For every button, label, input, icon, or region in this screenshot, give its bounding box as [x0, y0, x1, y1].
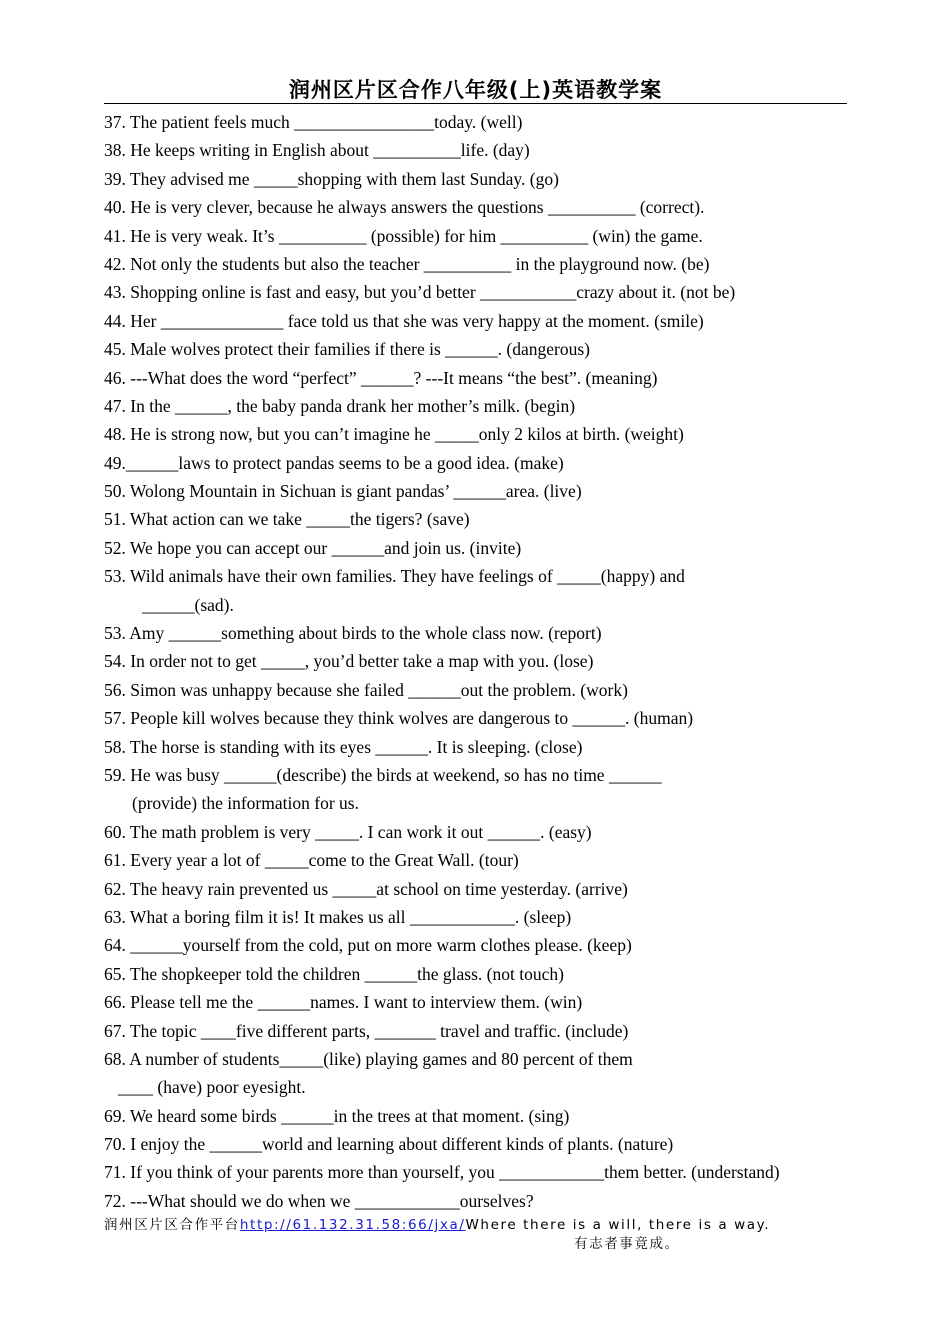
footer-platform-link[interactable]: http://61.132.31.58:66/jxa/	[239, 1217, 466, 1233]
exercise-line: 71. If you think of your parents more than yourself, you ____________them better. (understand)	[104, 1162, 780, 1183]
exercise-line: 56. Simon was unhappy because she failed ______out the problem. (work)	[104, 679, 628, 700]
exercise-line: 54. In order not to get _____, you’d better take a map with you. (lose)	[104, 651, 594, 672]
page-footer	[104, 1216, 864, 1254]
exercise-line: 40. He is very clever, because he always answers the questions __________ (correct).	[104, 197, 705, 218]
exercise-line: 60. The math problem is very _____. I can work it out ______. (easy)	[104, 821, 592, 842]
page-title: 润州区片区合作八年级(上)英语教学案	[288, 78, 663, 102]
exercise-line: 59. He was busy ______(describe) the birds at weekend, so has no time ______	[104, 764, 662, 785]
exercise-line: 61. Every year a lot of _____come to the Great Wall. (tour)	[104, 850, 519, 871]
footer-motto-english: Where there is a will, there is a way.	[465, 1217, 771, 1233]
footer-platform-name: 润州区片区合作平台	[104, 1217, 240, 1233]
exercise-line: 58. The horse is standing with its eyes ______. It is sleeping. (close)	[104, 736, 583, 757]
exercise-line: 72. ---What should we do when we ____________ourselves?	[104, 1190, 534, 1211]
exercise-line: 63. What a boring film it is! It makes us all ____________. (sleep)	[104, 906, 572, 927]
footer-motto-chinese: 有志者事竟成。	[574, 1236, 680, 1252]
exercise-line: 48. He is strong now, but you can’t imagine he _____only 2 kilos at birth. (weight)	[104, 424, 684, 445]
exercise-line: 67. The topic ____five different parts, _______ travel and traffic. (include)	[104, 1020, 629, 1041]
exercise-line: 39. They advised me _____shopping with them last Sunday. (go)	[104, 168, 559, 189]
exercise-line: 62. The heavy rain prevented us _____at school on time yesterday. (arrive)	[104, 878, 628, 899]
exercise-line: 49.______laws to protect pandas seems to be a good idea. (make)	[104, 452, 564, 473]
exercise-line: 50. Wolong Mountain in Sichuan is giant pandas’ ______area. (live)	[104, 481, 582, 502]
exercise-line: 42. Not only the students but also the teacher __________ in the playground now. (be)	[104, 253, 710, 274]
exercise-line: 69. We heard some birds ______in the trees at that moment. (sing)	[104, 1105, 570, 1126]
exercise-line: 47. In the ______, the baby panda drank her mother’s milk. (begin)	[104, 395, 576, 416]
exercise-line: 64. ______yourself from the cold, put on more warm clothes please. (keep)	[104, 935, 632, 956]
exercise-line: 52. We hope you can accept our ______and join us. (invite)	[104, 537, 522, 558]
exercise-line: 65. The shopkeeper told the children ______the glass. (not touch)	[104, 963, 564, 984]
exercise-line: 41. He is very weak. It’s __________ (possible) for him __________ (win) the game.	[104, 225, 703, 246]
exercise-line-continuation: ____ (have) poor eyesight.	[118, 1077, 306, 1098]
exercise-line-continuation: ______(sad).	[142, 594, 234, 615]
exercise-line: 44. Her ______________ face told us that she was very happy at the moment. (smile)	[104, 310, 704, 331]
exercise-line: 57. People kill wolves because they think wolves are dangerous to ______. (human)	[104, 708, 694, 729]
exercise-list	[104, 108, 849, 1215]
exercise-line: 43. Shopping online is fast and easy, but you’d better ___________crazy about it. (not be)	[104, 282, 736, 303]
exercise-line: 51. What action can we take _____the tigers? (save)	[104, 509, 470, 530]
exercise-line: 53. Wild animals have their own families. They have feelings of _____(happy) and	[104, 566, 685, 587]
exercise-line-continuation: (provide) the information for us.	[132, 793, 359, 814]
exercise-line: 46. ---What does the word “perfect” ______? ---It means “the best”. (meaning)	[104, 367, 658, 388]
exercise-line: 66. Please tell me the ______names. I want to interview them. (win)	[104, 992, 583, 1013]
page-header	[104, 76, 847, 104]
exercise-line: 38. He keeps writing in English about __________life. (day)	[104, 140, 530, 161]
exercise-line: 68. A number of students_____(like) playing games and 80 percent of them	[104, 1048, 633, 1069]
exercise-line: 37. The patient feels much ________________today. (well)	[104, 112, 523, 132]
exercise-line: 45. Male wolves protect their families if there is ______. (dangerous)	[104, 339, 590, 360]
exercise-line: 53. Amy ______something about birds to the whole class now. (report)	[104, 623, 602, 644]
exercise-line: 70. I enjoy the ______world and learning about different kinds of plants. (nature)	[104, 1134, 674, 1155]
